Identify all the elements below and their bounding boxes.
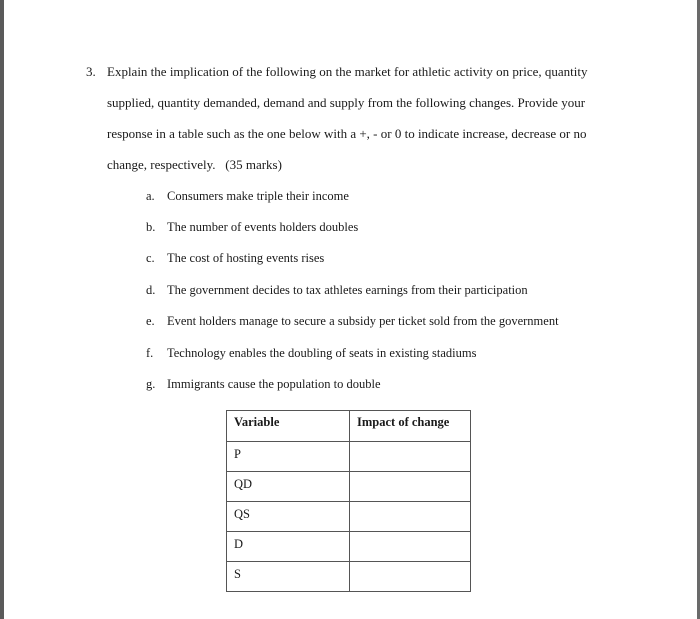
item-text-f: Technology enables the doubling of seats in existing stadiums xyxy=(167,346,477,360)
variable-cell xyxy=(227,502,350,532)
impact-value xyxy=(350,562,470,567)
item-marker-g: g. xyxy=(146,377,156,391)
impact-value xyxy=(350,502,470,507)
impact-value xyxy=(350,442,470,447)
question-text-line-2: supplied, quantity demanded, demand and supply from the following changes. Provide your xyxy=(107,95,586,110)
table-row xyxy=(227,532,471,562)
item-marker-f: f. xyxy=(146,346,154,360)
table-row xyxy=(227,472,471,502)
table-row xyxy=(227,562,471,592)
item-marker-b: b. xyxy=(146,220,156,234)
variable-label: D xyxy=(234,537,244,551)
impact-cell xyxy=(350,562,471,592)
impact-cell xyxy=(350,532,471,562)
variable-cell xyxy=(227,562,350,592)
item-marker-a: a. xyxy=(146,189,155,203)
item-marker-e: e. xyxy=(146,314,155,328)
question-text-line-3: response in a table such as the one below with a +, - or 0 to indicate increase, decrease or no xyxy=(107,126,587,141)
item-marker-c: c. xyxy=(146,251,155,265)
variable-label: P xyxy=(234,447,241,461)
item-text-d: The government decides to tax athletes earnings from their participation xyxy=(167,283,528,297)
item-text-c: The cost of hosting events rises xyxy=(167,251,325,265)
table-row xyxy=(227,442,471,472)
item-text-g: Immigrants cause the population to double xyxy=(167,377,381,391)
item-marker-d: d. xyxy=(146,283,156,297)
question-number: 3. xyxy=(86,64,96,79)
question-text-line-4: change, respectively. (35 marks) xyxy=(107,157,282,172)
table-row xyxy=(227,502,471,532)
item-text-e: Event holders manage to secure a subsidy per ticket sold from the government xyxy=(167,314,559,328)
item-text-b: The number of events holders doubles xyxy=(167,220,359,234)
question-text-line-1: Explain the implication of the following on the market for athletic activity on price, quantity xyxy=(107,64,588,79)
header-impact-label: Impact of change xyxy=(357,415,450,429)
header-variable-label: Variable xyxy=(234,415,280,429)
impact-cell xyxy=(350,472,471,502)
variable-cell xyxy=(227,532,350,562)
impact-value xyxy=(350,472,470,477)
item-text-a: Consumers make triple their income xyxy=(167,189,349,203)
variable-label: QD xyxy=(234,477,253,491)
table-header-row xyxy=(227,411,471,442)
impact-value xyxy=(350,532,470,537)
header-variable xyxy=(227,411,350,442)
header-impact xyxy=(350,411,471,442)
variable-cell xyxy=(227,472,350,502)
variable-label: S xyxy=(234,567,241,581)
impact-cell xyxy=(350,442,471,472)
variable-cell xyxy=(227,442,350,472)
impact-table xyxy=(226,410,471,592)
variable-label: QS xyxy=(234,507,250,521)
impact-cell xyxy=(350,502,471,532)
